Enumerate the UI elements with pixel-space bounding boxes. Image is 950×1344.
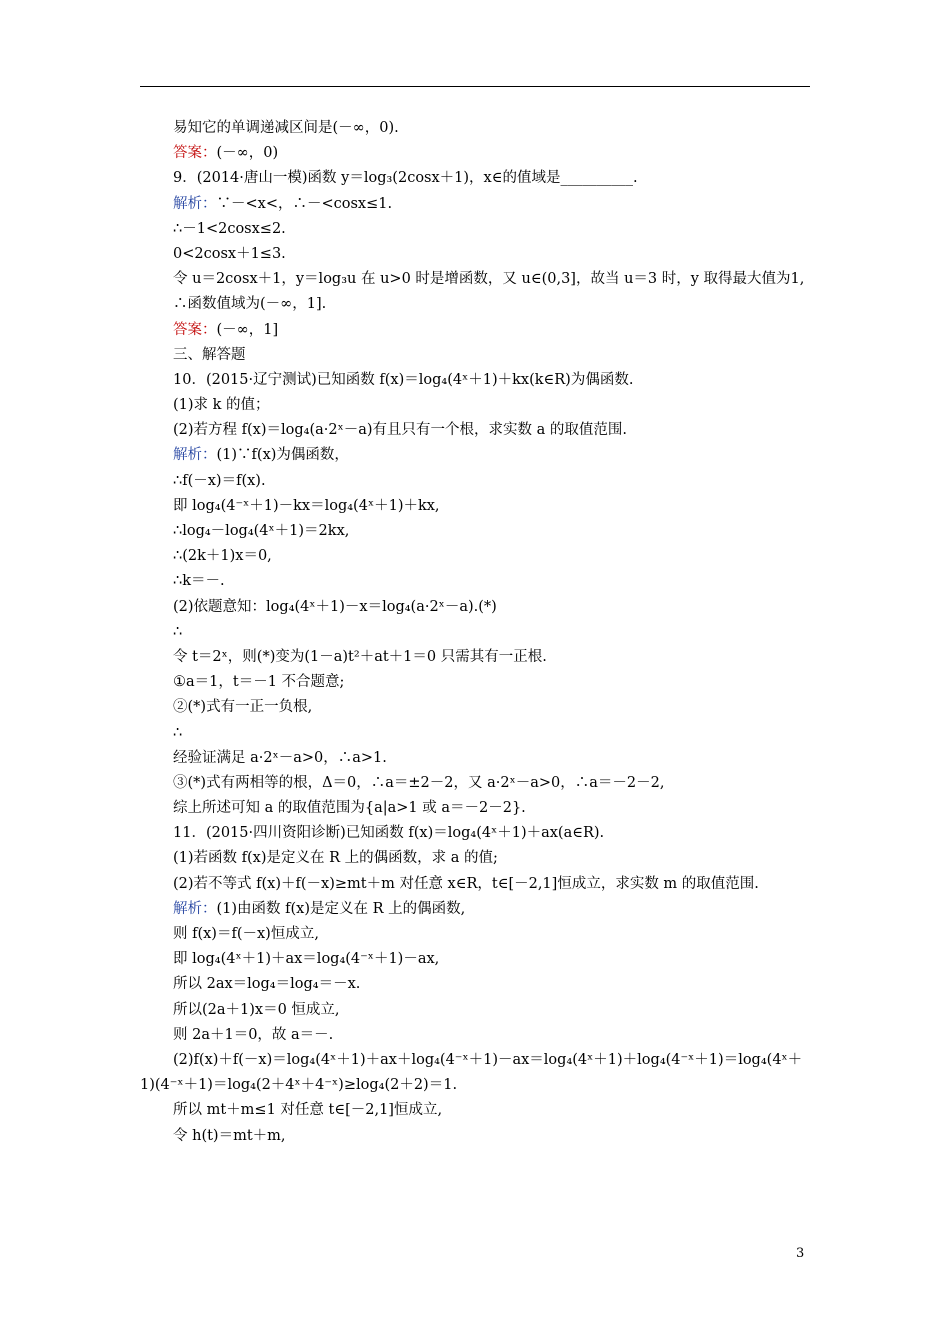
line-text: ∴k＝－. (173, 573, 225, 590)
line-text: (2)若不等式 f(x)＋f(－x)≥mt＋m 对任意 x∈R，t∈[－2,1]恒成立，求实数 m 的取值范围. (173, 875, 759, 892)
text-line (140, 872, 812, 897)
text-line (140, 922, 812, 947)
text-line (140, 443, 812, 468)
text-line (140, 292, 812, 317)
text-line (140, 343, 812, 368)
text-line (140, 1124, 812, 1149)
text-line (140, 544, 812, 569)
analysis-label: 解析： (173, 195, 217, 212)
line-text: 即 log₄(4⁻ˣ＋1)－kx＝log₄(4ˣ＋1)＋kx, (173, 497, 440, 514)
text-line (140, 494, 812, 519)
text-line (140, 746, 812, 771)
line-text: ∴f(－x)＝f(x). (173, 472, 266, 489)
text-line (140, 141, 812, 166)
text-line (140, 620, 812, 645)
line-text: 综上所述可知 a 的取值范围为{a|a>1 或 a＝－2－2}. (173, 800, 526, 817)
text-line (140, 393, 812, 418)
text-line (140, 519, 812, 544)
line-text: ②(*)式有一正一负根, (173, 699, 313, 716)
text-line (140, 116, 812, 141)
answer-label: 答案： (173, 145, 217, 162)
text-line (140, 418, 812, 443)
text-line (140, 569, 812, 594)
text-line (140, 368, 812, 393)
line-text: ∴－1<2cosx≤2. (173, 220, 286, 237)
line-text: ∴函数值域为(－∞，1]. (173, 296, 327, 313)
text-line (140, 469, 812, 494)
line-text: (2)依题意知：log₄(4ˣ＋1)－x＝log₄(a·2ˣ－a).(*) (173, 598, 497, 615)
header-rule (140, 86, 810, 87)
text-line (140, 796, 812, 821)
text-line (140, 1023, 812, 1048)
text-line (140, 166, 812, 191)
line-text: 则 2a＋1＝0，故 a＝－. (173, 1026, 334, 1043)
line-text: ∵－<x<，∴－<cosx≤1. (216, 195, 393, 212)
text-line (140, 998, 812, 1023)
line-text: (2)若方程 f(x)＝log₄(a·2ˣ－a)有且只有一个根，求实数 a 的取值范围. (173, 422, 628, 439)
text-line (140, 318, 812, 343)
text-line (140, 947, 812, 972)
answer-label: 答案： (173, 321, 217, 338)
line-text: 所以 2ax＝log₄＝log₄＝－x. (173, 976, 361, 993)
line-text: 令 t＝2ˣ，则(*)变为(1－a)t²＋at＋1＝0 只需其有一正根. (173, 648, 547, 665)
line-text: (1)∵f(x)为偶函数， (216, 447, 349, 464)
line-text: 则 f(x)＝f(－x)恒成立, (173, 926, 319, 943)
text-line (140, 670, 812, 695)
line-text: 所以 mt＋m≤1 对任意 t∈[－2,1]恒成立, (173, 1102, 443, 1119)
line-text: (1)由函数 f(x)是定义在 R 上的偶函数, (216, 900, 466, 917)
line-text: 所以(2a＋1)x＝0 恒成立, (173, 1001, 340, 1018)
document-body (140, 116, 812, 1149)
line-text: 经验证满足 a·2ˣ－a>0，∴a>1. (173, 749, 387, 766)
text-line (140, 721, 812, 746)
text-line (140, 897, 812, 922)
analysis-label: 解析： (173, 447, 217, 464)
line-text: (－∞，0) (216, 145, 279, 162)
line-text: (1)求 k 的值； (173, 397, 270, 414)
line-text: ∴log₄－log₄(4ˣ＋1)＝2kx, (173, 523, 350, 540)
line-text: ∴(2k＋1)x＝0, (173, 548, 272, 565)
text-line (140, 1098, 812, 1123)
text-line (140, 217, 812, 242)
text-line (140, 846, 812, 871)
line-text: 0<2cosx＋1≤3. (173, 245, 286, 262)
text-line (140, 645, 812, 670)
text-line (140, 595, 812, 620)
analysis-label: 解析： (173, 900, 217, 917)
line-text: 易知它的单调递减区间是(－∞，0). (173, 120, 399, 136)
line-text: (－∞，1] (216, 321, 279, 338)
line-text: ∴ (173, 724, 183, 741)
line-text: ③(*)式有两相等的根，Δ＝0，∴a＝±2－2，又 a·2ˣ－a>0，∴a＝－2－2, (173, 774, 665, 791)
line-text: 即 log₄(4ˣ＋1)＋ax＝log₄(4⁻ˣ＋1)－ax, (173, 951, 440, 968)
line-text: (2)f(x)＋f(－x)＝log₄(4ˣ＋1)＋ax＋log₄(4⁻ˣ＋1)－ax＝log₄(4ˣ＋1)＋log₄(4⁻ˣ＋1)＝log₄(4ˣ＋1)(4⁻ˣ＋1)＝log₄(2＋4ˣ＋4⁻ˣ)≥log₄(2＋2)＝1. (140, 1051, 803, 1094)
line-text: 10．(2015·辽宁测试)已知函数 f(x)＝log₄(4ˣ＋1)＋kx(k∈R)为偶函数. (173, 371, 634, 388)
text-line (140, 771, 812, 796)
text-line (140, 695, 812, 720)
line-text: 令 h(t)＝mt＋m, (173, 1127, 286, 1144)
page-number: 3 (796, 1246, 805, 1261)
line-text: 三、解答题 (173, 346, 246, 363)
line-text: 11．(2015·四川资阳诊断)已知函数 f(x)＝log₄(4ˣ＋1)＋ax(a∈R). (173, 825, 605, 842)
line-text: 令 u＝2cosx＋1，y＝log₃u 在 u>0 时是增函数，又 u∈(0,3]，故当 u＝3 时，y 取得最大值为1, (173, 271, 805, 288)
text-line (140, 972, 812, 997)
text-line (140, 192, 812, 217)
line-text: ①a＝1，t＝－1 不合题意; (173, 674, 345, 691)
text-line (140, 821, 812, 846)
line-text: 9．(2014·唐山一模)函数 y＝log₃(2cosx＋1)，x∈的值域是__________. (173, 170, 638, 187)
text-line (140, 242, 812, 267)
text-line (140, 1048, 812, 1098)
line-text: (1)若函数 f(x)是定义在 R 上的偶函数，求 a 的值; (173, 850, 498, 867)
text-line (140, 267, 812, 292)
line-text: ∴ (173, 623, 183, 640)
